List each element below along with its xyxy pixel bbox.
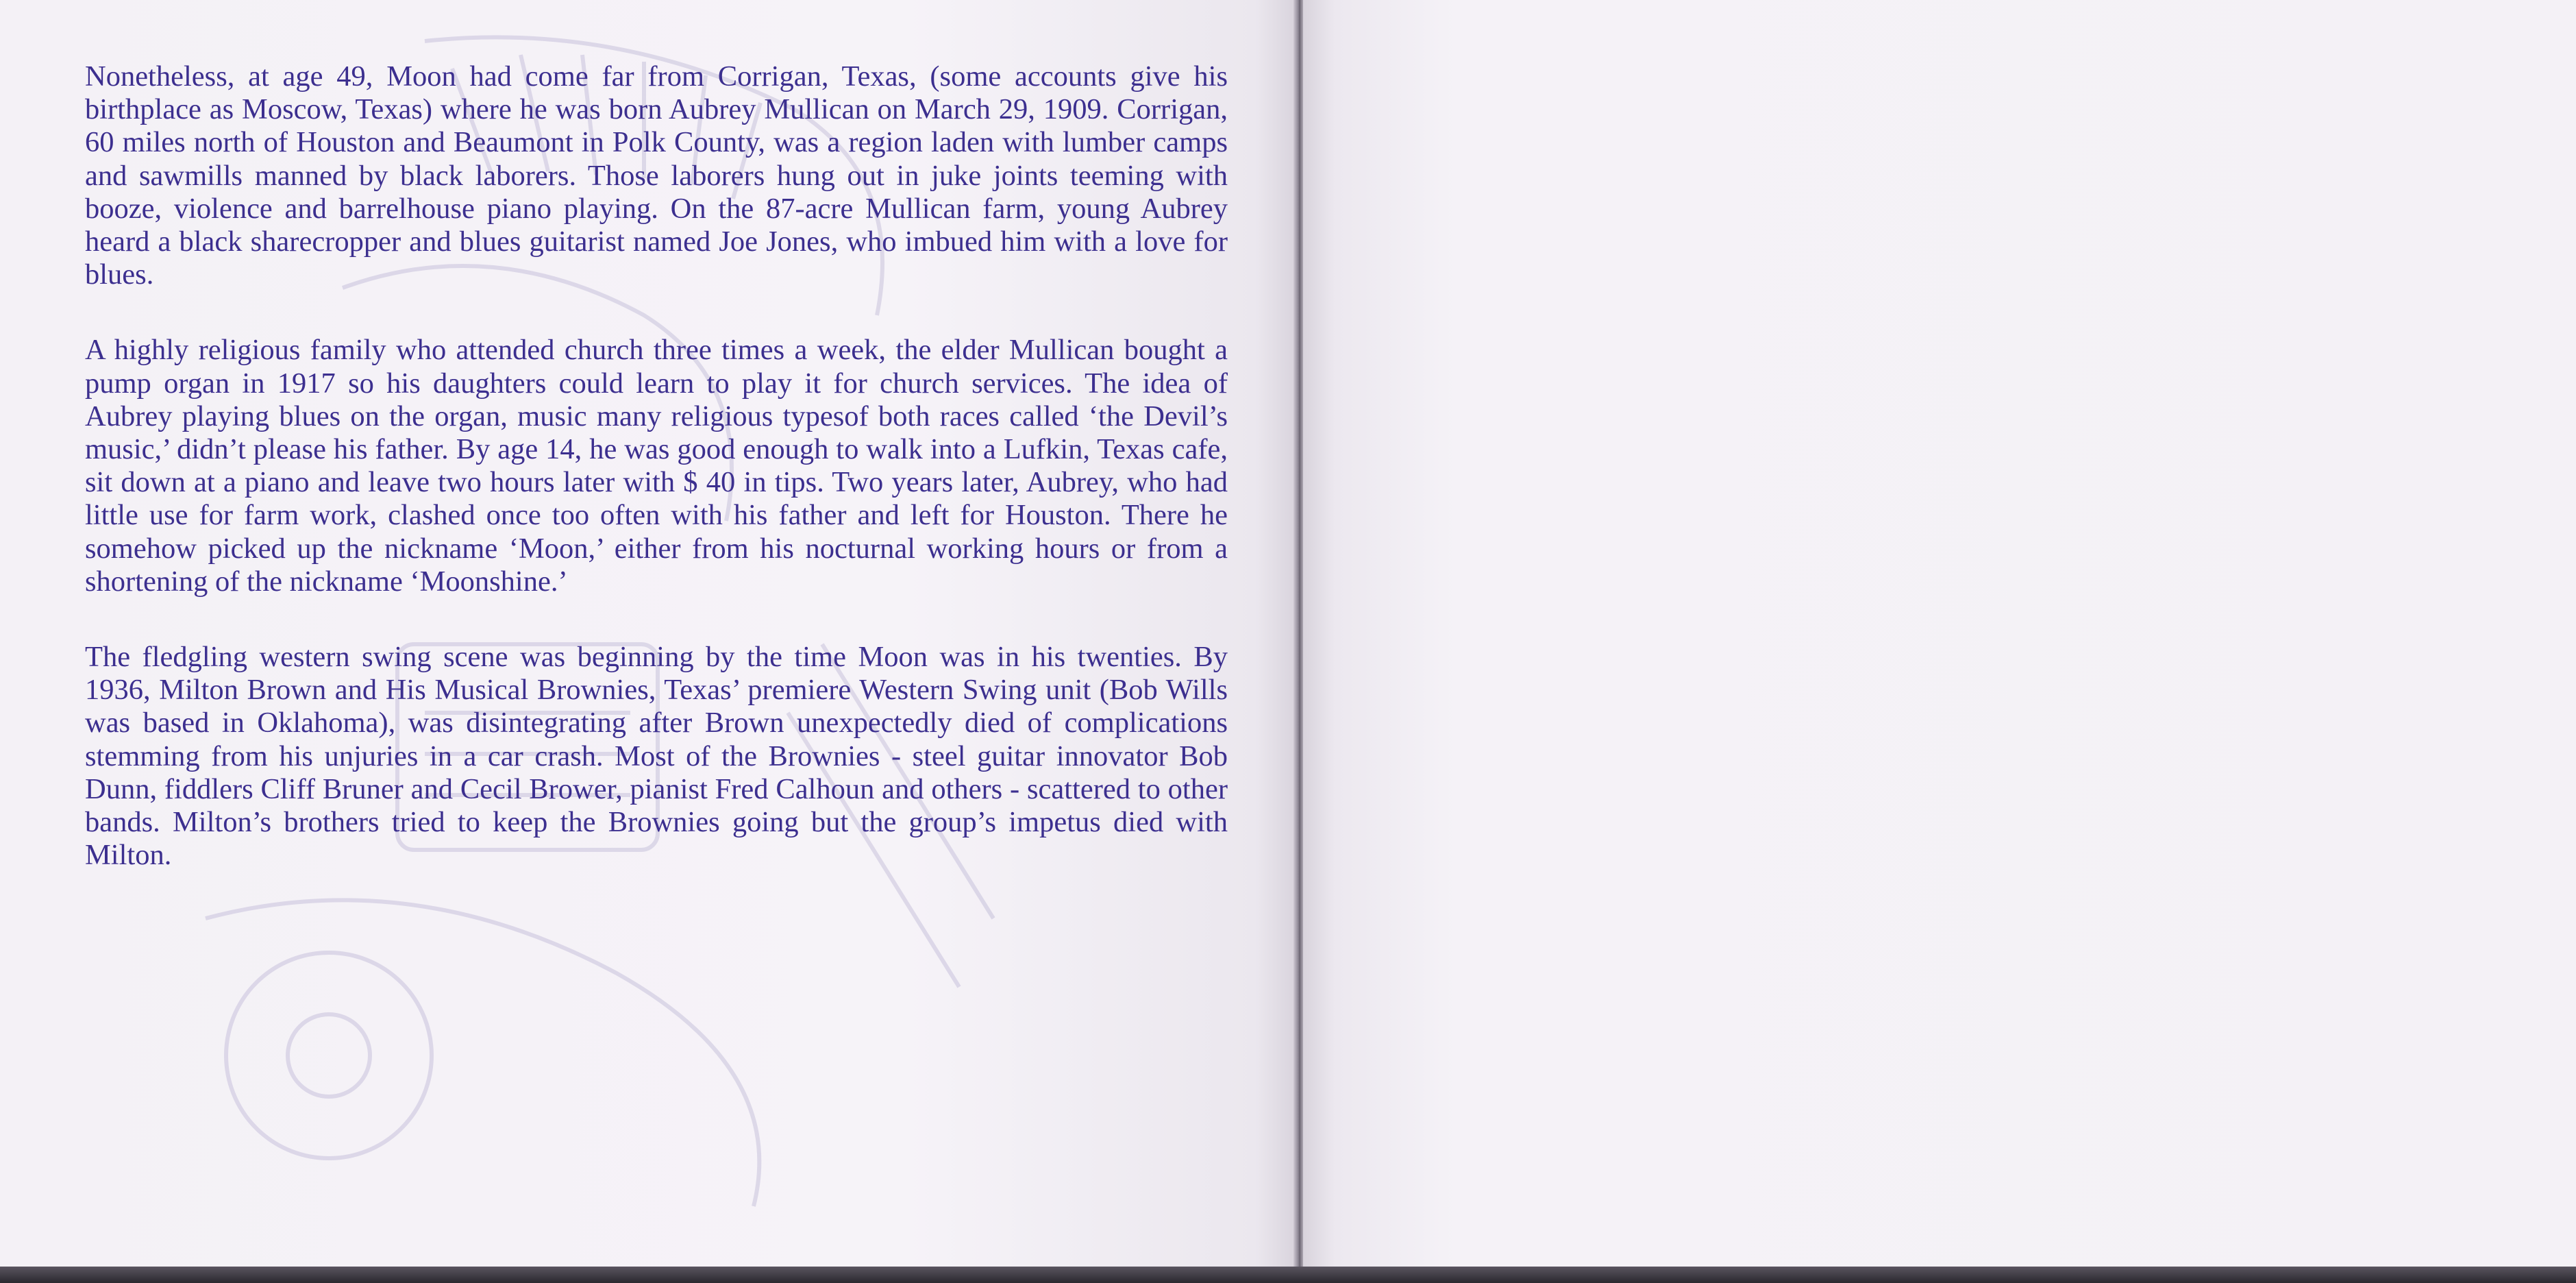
paragraph-early-years: A highly religious family who attended church three times a week, the elder Mullican bought a pump organ in 1917 so his daughters could learn to play it for church services. The idea of Aubrey playing blues on the organ, music many religious typesof both races called ‘the Devil’s music,’ didn’t please his father. By age 14, he was good enough to walk into a Lufkin, Texas cafe, sit down at a piano and leave two hours later with $ 40 in tips. Two years later, Aubrey, who had little use for farm work, clashed once too often with his father and left for Houston. There he somehow picked up the nickname ‘Moon,’ either from his nocturnal working hours or from a shortening of the nickname ‘Moonshine.’ [85, 334, 1228, 598]
page-bottom-edge [0, 1267, 2576, 1283]
left-page [0, 0, 1295, 1267]
right-page [1303, 0, 2576, 1267]
paragraph-birthplace: Nonetheless, at age 49, Moon had come far from Corrigan, Texas, (some accounts give his birthplace as Moscow, Texas) where he was born Aubrey Mullican on March 29, 1909. Corrigan, 60 miles north of Houston and Beaumont in Polk County, was a region laden with lumber camps and sawmills manned by black laborers. Those laborers hung out in juke joints teeming with booze, violence and barrelhouse piano playing. On the 87-acre Mullican farm, young Aubrey heard a black sharecropper and blues guitarist named Joe Jones, who imbued him with a love for blues. [85, 60, 1228, 291]
article-body [85, 60, 1228, 872]
paragraph-western-swing: The fledgling western swing scene was beginning by the time Moon was in his twenties. By 1936, Milton Brown and His Musical Brownies, Texas’ premiere Western Swing unit (Bob Wills was based in Oklahoma), was disintegrating after Brown unexpectedly died of complications stemming from his unjuries in a car crash. Most of the Brownies - steel guitar innovator Bob Dunn, fiddlers Cliff Bruner and Cecil Brower, pianist Fred Calhoun and others - scattered to other bands. Milton’s brothers tried to keep the Brownies going but the group’s impetus died with Milton. [85, 641, 1228, 872]
